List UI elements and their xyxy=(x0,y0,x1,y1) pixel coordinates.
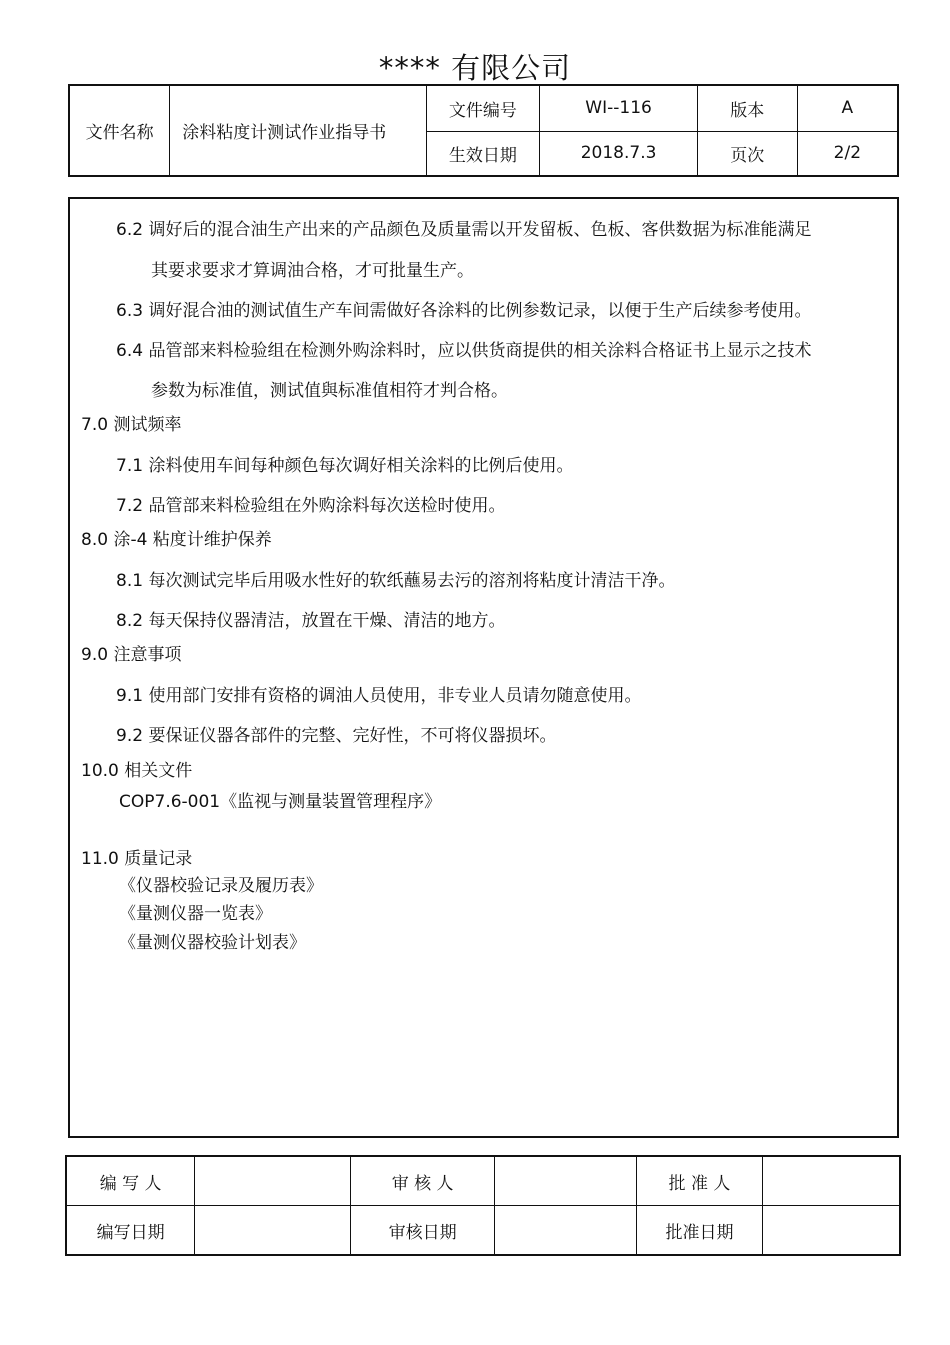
content-line: 参数为标准值，测试值與标准值相符才判合格。 xyxy=(151,381,508,401)
company-title: **** 有限公司 xyxy=(378,51,572,85)
content-line: 《量测仪器校验计划表》 xyxy=(119,933,306,953)
content-box xyxy=(68,197,899,1138)
document-header-table xyxy=(68,84,899,177)
content-line: 9.1 使用部门安排有资格的调油人员使用，非专业人员请勿随意使用。 xyxy=(116,686,642,706)
review-date-field xyxy=(495,1206,637,1256)
section-heading: 11.0 质量记录 xyxy=(81,849,193,869)
approver-field xyxy=(762,1156,900,1206)
write-date-label: 编写日期 xyxy=(66,1206,195,1256)
review-date-label: 审核日期 xyxy=(350,1206,495,1256)
content-line: 6.4 品管部来料检验组在检测外购涂料时，应以供货商提供的相关涂料合格证书上显示之技术 xyxy=(116,341,812,361)
content-line: 6.2 调好后的混合油生产出来的产品颜色及质量需以开发留板、色板、客供数据为标准能满足 xyxy=(116,220,812,240)
section-heading: 8.0 涂-4 粘度计维护保养 xyxy=(81,530,272,550)
section-heading: 10.0 相关文件 xyxy=(81,761,193,781)
signature-table xyxy=(65,1155,901,1256)
doc-no-value: WI--116 xyxy=(540,85,698,131)
version-value: A xyxy=(797,85,898,131)
doc-no-label: 文件编号 xyxy=(426,85,540,131)
effective-date-value: 2018.7.3 xyxy=(540,131,698,176)
content-line: 9.2 要保证仪器各部件的完整、完好性，不可将仪器损坏。 xyxy=(116,726,557,746)
version-label: 版本 xyxy=(697,85,797,131)
reviewer-field xyxy=(495,1156,637,1206)
content-line: 8.1 每次测试完毕后用吸水性好的软纸蘸易去污的溶剂将粘度计清洁干净。 xyxy=(116,571,676,591)
writer-field xyxy=(195,1156,351,1206)
effective-date-label: 生效日期 xyxy=(426,131,540,176)
approver-label: 批 准 人 xyxy=(637,1156,763,1206)
writer-label: 编 写 人 xyxy=(66,1156,195,1206)
content-line: 其要求要求才算调油合格，才可批量生产。 xyxy=(151,261,474,281)
content-line: 6.3 调好混合油的测试值生产车间需做好各涂料的比例参数记录，以便于生产后续参考使用。 xyxy=(116,301,812,321)
page-value: 2/2 xyxy=(797,131,898,176)
file-name-value: 涂料粘度计测试作业指导书 xyxy=(170,85,426,176)
approve-date-label: 批准日期 xyxy=(637,1206,763,1256)
content-line: 《仪器校验记录及履历表》 xyxy=(119,876,323,896)
write-date-field xyxy=(195,1206,351,1256)
reviewer-label: 审 核 人 xyxy=(350,1156,495,1206)
section-heading: 9.0 注意事项 xyxy=(81,645,182,665)
content-line: 7.2 品管部来料检验组在外购涂料每次送检时使用。 xyxy=(116,496,506,516)
content-line: 《量测仪器一览表》 xyxy=(119,904,272,924)
page-label: 页次 xyxy=(697,131,797,176)
file-name-label: 文件名称 xyxy=(69,85,170,176)
section-heading: 7.0 测试频率 xyxy=(81,415,182,435)
content-line: 7.1 涂料使用车间每种颜色每次调好相关涂料的比例后使用。 xyxy=(116,456,574,476)
content-line: 8.2 每天保持仪器清洁，放置在干燥、清洁的地方。 xyxy=(116,611,506,631)
approve-date-field xyxy=(762,1206,900,1256)
content-line: COP7.6-001《监视与测量装置管理程序》 xyxy=(119,792,442,812)
